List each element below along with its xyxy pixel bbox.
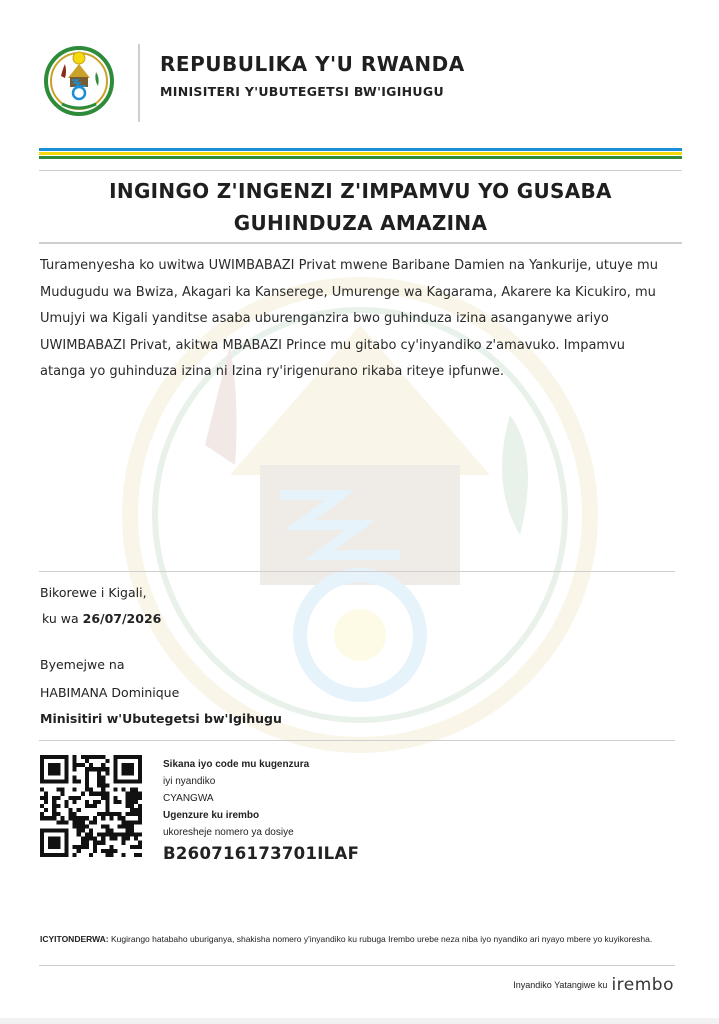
verification-line2: iyi nyandiko: [163, 776, 216, 787]
document-title-line1: INGINGO Z'INGENZI Z'IMPAMVU YO GUSABA: [109, 179, 612, 203]
flag-stripe-blue: [39, 148, 682, 151]
notice-label: ICYITONDERWA:: [40, 934, 109, 944]
issuance-date-prefix: ku wa: [42, 611, 79, 626]
irembo-logo[interactable]: irembo: [611, 975, 674, 995]
qr-code[interactable]: [40, 755, 142, 857]
divider-top: [39, 170, 682, 171]
verification-line4: Ugenzure ku irembo: [163, 810, 260, 821]
footer: [513, 975, 674, 995]
verification-line3: CYANGWA: [163, 793, 214, 804]
body-line: atanga yo guhinduza izina ni Izina ry'irigenurano rikaba riteye ipfunwe.: [40, 364, 505, 379]
republic-title: REPUBULIKA Y'U RWANDA: [160, 52, 465, 76]
approval-label: Byemejwe na: [40, 657, 125, 672]
issuance-date: 26/07/2026: [82, 611, 162, 626]
divider-approval: [39, 740, 675, 741]
approver-name: HABIMANA Dominique: [40, 685, 180, 700]
flag-stripe-green: [39, 156, 682, 159]
flag-stripe-yellow: [39, 152, 682, 155]
body-line: Mudugudu wa Bwiza, Akagari ka Kanserege, Umurenge wa Kagarama, Akarere ka Kicukiro, mu: [40, 284, 656, 300]
divider-footer: [39, 965, 675, 966]
verification-line5: ukoresheje nomero ya dosiye: [163, 827, 294, 838]
body-line: Umujyi wa Kigali yanditse asaba uburenganzira bwo guhinduza izina asanganywe ariyo: [40, 311, 609, 326]
body-line: Turamenyesha ko uwitwa UWIMBABAZI Privat mwene Baribane Damien na Yankurije, utuye mu: [40, 258, 658, 273]
body-line: UWIMBABAZI Privat, akitwa MBABAZI Prince mu gitabo cy'inyandiko z'amavuko. Impamvu: [40, 337, 626, 353]
header: [40, 40, 680, 130]
issued-by-text: Inyandiko Yatangiwe ku: [513, 980, 608, 990]
notice-text: Kugirango hatabaho uburiganya, shakisha nomero y'inyandiko ku rubuga Irembo urebe neza niba iyo nyandiko ari nyayo mbere yo kuyikoresha.: [111, 934, 653, 944]
dossier-number: B260716173701ILAF: [163, 844, 360, 863]
notice: [40, 931, 680, 947]
approver-title: Minisitiri w'Ubutegetsi bw'Igihugu: [40, 711, 282, 726]
header-divider: [138, 44, 140, 122]
verification-line1: Sikana iyo code mu kugenzura: [163, 759, 310, 770]
ministry-name: MINISITERI Y'UBUTEGETSI BW'IGIHUGU: [160, 84, 444, 99]
flag-stripes: [39, 148, 682, 159]
rwanda-coat-of-arms-icon: [44, 46, 114, 116]
document-title-line2: GUHINDUZA AMAZINA: [233, 211, 488, 235]
issuance-date-line: [42, 611, 161, 626]
divider-body: [39, 571, 675, 572]
document-body: [40, 253, 680, 386]
document-title: [39, 175, 682, 239]
issuance-place: Bikorewe i Kigali,: [40, 585, 147, 600]
page-edge: [0, 1018, 719, 1024]
verification-block: [163, 756, 359, 862]
divider-title: [39, 242, 682, 244]
